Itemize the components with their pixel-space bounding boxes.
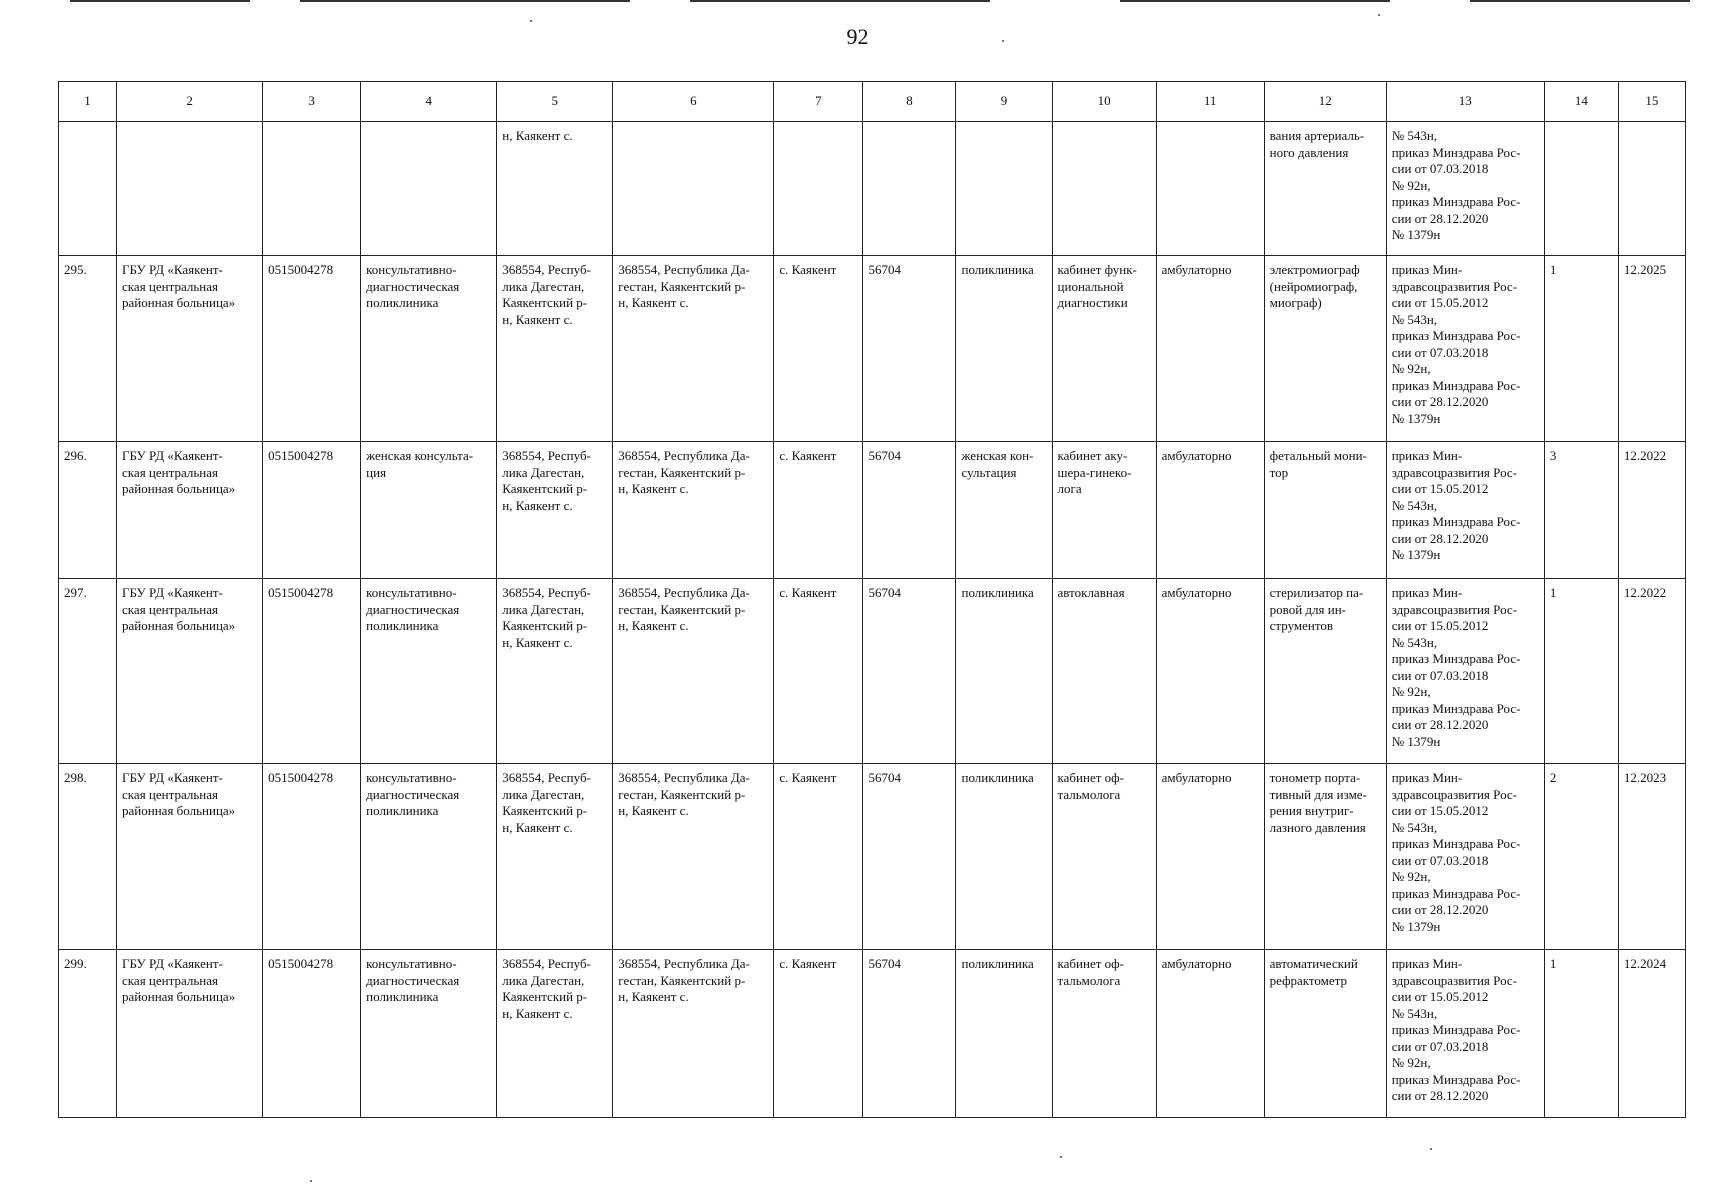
cell-locality: с. Каякент	[774, 442, 863, 579]
cell-subdivision: женская консульта- ция	[361, 442, 497, 579]
page-number: 92	[846, 24, 869, 49]
cell-subdivision: консультативно- диагностическая поликлиника	[361, 764, 497, 950]
scan-speck	[310, 1180, 312, 1182]
column-number-header: 5	[497, 82, 613, 122]
cell-row-number: 295.	[59, 256, 117, 442]
cell-institution-name: ГБУ РД «Каякент- ская центральная районная больница»	[117, 442, 263, 579]
cell-row-number: 299.	[59, 950, 117, 1118]
cell-equipment: автоматический рефрактометр	[1264, 950, 1386, 1118]
cell-empty	[1544, 122, 1618, 256]
cell-department: поликлиника	[956, 950, 1052, 1118]
cell-quantity: 1	[1544, 256, 1618, 442]
cell-room: кабинет оф- тальмолога	[1052, 950, 1156, 1118]
column-number-header: 14	[1544, 82, 1618, 122]
cell-legal-address: 368554, Респуб- лика Дагестан, Каякентский р- н, Каякент с.	[497, 579, 613, 764]
cell-empty	[956, 122, 1052, 256]
cell-empty	[59, 122, 117, 256]
cell-institution-name: ГБУ РД «Каякент- ская центральная районная больница»	[117, 764, 263, 950]
cell-care-form: амбулаторно	[1156, 764, 1264, 950]
scan-edge-line	[1470, 0, 1690, 2]
cell-empty	[1618, 122, 1685, 256]
column-number-header: 2	[117, 82, 263, 122]
cell-locality: с. Каякент	[774, 950, 863, 1118]
cell-row-number: 296.	[59, 442, 117, 579]
cell-regulation: № 543н, приказ Минздрава Рос- сии от 07.03.2018 № 92н, приказ Минздрава Рос- сии от 28.12.2020 № 1379н	[1386, 122, 1544, 256]
cell-room: кабинет функ- циональной диагностики	[1052, 256, 1156, 442]
cell-empty	[1052, 122, 1156, 256]
table-row	[59, 950, 1686, 1118]
cell-department: поликлиника	[956, 764, 1052, 950]
scan-edge-line	[300, 0, 630, 2]
cell-care-form: амбулаторно	[1156, 256, 1264, 442]
cell-empty	[774, 122, 863, 256]
table-row	[59, 442, 1686, 579]
scan-speck	[1378, 14, 1380, 16]
column-number-header: 7	[774, 82, 863, 122]
cell-regulation: приказ Мин- здравсоцразвития Рос- сии от 15.05.2012 № 543н, приказ Минздрава Рос- сии от 07.03.2018 № 92н, приказ Минздрава Рос- сии от 28.12.2020 № 1379н	[1386, 256, 1544, 442]
cell-department: поликлиника	[956, 256, 1052, 442]
cell-care-form: амбулаторно	[1156, 579, 1264, 764]
cell-empty	[1156, 122, 1264, 256]
cell-row-number: 298.	[59, 764, 117, 950]
column-number-header: 13	[1386, 82, 1544, 122]
cell-replacement-date: 12.2022	[1618, 442, 1685, 579]
cell-equipment: вания артериаль- ного давления	[1264, 122, 1386, 256]
cell-institution-name: ГБУ РД «Каякент- ская центральная районная больница»	[117, 950, 263, 1118]
column-number-header: 12	[1264, 82, 1386, 122]
cell-empty	[361, 122, 497, 256]
column-number-header: 3	[263, 82, 361, 122]
cell-room: автоклавная	[1052, 579, 1156, 764]
cell-subdivision: консультативно- диагностическая поликлиника	[361, 579, 497, 764]
cell-locality: с. Каякент	[774, 579, 863, 764]
column-number-header-row	[59, 82, 1686, 122]
cell-regulation: приказ Мин- здравсоцразвития Рос- сии от 15.05.2012 № 543н, приказ Минздрава Рос- сии от 07.03.2018 № 92н, приказ Минздрава Рос- сии от 28.12.2020 № 1379н	[1386, 579, 1544, 764]
cell-equipment: электромиограф (нейромиограф, миограф)	[1264, 256, 1386, 442]
cell-care-form: амбулаторно	[1156, 442, 1264, 579]
scan-edge-line	[70, 0, 250, 2]
cell-replacement-date: 12.2022	[1618, 579, 1685, 764]
cell-legal-address: 368554, Респуб- лика Дагестан, Каякентский р- н, Каякент с.	[497, 950, 613, 1118]
cell-department: женская кон- сультация	[956, 442, 1052, 579]
continuation-row	[59, 122, 1686, 256]
cell-actual-address: 368554, Республика Да- гестан, Каякентский р- н, Каякент с.	[613, 764, 774, 950]
column-number-header: 15	[1618, 82, 1685, 122]
cell-quantity: 1	[1544, 950, 1618, 1118]
cell-legal-address: 368554, Респуб- лика Дагестан, Каякентский р- н, Каякент с.	[497, 442, 613, 579]
cell-legal-address: 368554, Респуб- лика Дагестан, Каякентский р- н, Каякент с.	[497, 764, 613, 950]
cell-actual-address: 368554, Республика Да- гестан, Каякентский р- н, Каякент с.	[613, 950, 774, 1118]
cell-institution-name: ГБУ РД «Каякент- ская центральная районная больница»	[117, 579, 263, 764]
cell-room: кабинет оф- тальмолога	[1052, 764, 1156, 950]
cell-equipment: тонометр порта- тивный для изме- рения внутриг- лазного давления	[1264, 764, 1386, 950]
cell-quantity: 2	[1544, 764, 1618, 950]
cell-subdivision: консультативно- диагностическая поликлиника	[361, 950, 497, 1118]
cell-oktmo-code: 56704	[863, 764, 956, 950]
cell-empty	[613, 122, 774, 256]
cell-empty	[117, 122, 263, 256]
column-number-header: 8	[863, 82, 956, 122]
cell-empty	[263, 122, 361, 256]
cell-equipment: стерилизатор па- ровой для ин- струментов	[1264, 579, 1386, 764]
cell-empty	[863, 122, 956, 256]
cell-quantity: 3	[1544, 442, 1618, 579]
cell-care-form: амбулаторно	[1156, 950, 1264, 1118]
table-row	[59, 764, 1686, 950]
cell-inn: 0515004278	[263, 442, 361, 579]
cell-room: кабинет аку- шера-гинеко- лога	[1052, 442, 1156, 579]
cell-locality: с. Каякент	[774, 764, 863, 950]
cell-inn: 0515004278	[263, 256, 361, 442]
cell-department: поликлиника	[956, 579, 1052, 764]
table-row	[59, 579, 1686, 764]
scan-edge-line	[1120, 0, 1390, 2]
cell-inn: 0515004278	[263, 950, 361, 1118]
cell-replacement-date: 12.2025	[1618, 256, 1685, 442]
cell-inn: 0515004278	[263, 579, 361, 764]
cell-actual-address: 368554, Республика Да- гестан, Каякентский р- н, Каякент с.	[613, 579, 774, 764]
cell-replacement-date: 12.2023	[1618, 764, 1685, 950]
scan-speck	[1060, 1156, 1062, 1158]
equipment-register-table	[58, 81, 1686, 1118]
cell-replacement-date: 12.2024	[1618, 950, 1685, 1118]
cell-legal-address: 368554, Респуб- лика Дагестан, Каякентский р- н, Каякент с.	[497, 256, 613, 442]
cell-oktmo-code: 56704	[863, 256, 956, 442]
scan-speck	[1430, 1148, 1432, 1150]
cell-institution-name: ГБУ РД «Каякент- ская центральная районная больница»	[117, 256, 263, 442]
cell-oktmo-code: 56704	[863, 950, 956, 1118]
cell-row-number: 297.	[59, 579, 117, 764]
scan-speck	[530, 20, 532, 22]
cell-regulation: приказ Мин- здравсоцразвития Рос- сии от 15.05.2012 № 543н, приказ Минздрава Рос- сии от 07.03.2018 № 92н, приказ Минздрава Рос- сии от 28.12.2020	[1386, 950, 1544, 1118]
cell-regulation: приказ Мин- здравсоцразвития Рос- сии от 15.05.2012 № 543н, приказ Минздрава Рос- сии от 07.03.2018 № 92н, приказ Минздрава Рос- сии от 28.12.2020 № 1379н	[1386, 764, 1544, 950]
cell-actual-address: 368554, Республика Да- гестан, Каякентский р- н, Каякент с.	[613, 256, 774, 442]
cell-regulation: приказ Мин- здравсоцразвития Рос- сии от 15.05.2012 № 543н, приказ Минздрава Рос- сии от 28.12.2020 № 1379н	[1386, 442, 1544, 579]
cell-quantity: 1	[1544, 579, 1618, 764]
scan-edge-line	[690, 0, 990, 2]
cell-address: н, Каякент с.	[497, 122, 613, 256]
table-row	[59, 256, 1686, 442]
cell-inn: 0515004278	[263, 764, 361, 950]
column-number-header: 9	[956, 82, 1052, 122]
cell-locality: с. Каякент	[774, 256, 863, 442]
column-number-header: 1	[59, 82, 117, 122]
column-number-header: 11	[1156, 82, 1264, 122]
cell-oktmo-code: 56704	[863, 579, 956, 764]
cell-subdivision: консультативно- диагностическая поликлиника	[361, 256, 497, 442]
column-number-header: 4	[361, 82, 497, 122]
cell-oktmo-code: 56704	[863, 442, 956, 579]
cell-equipment: фетальный мони- тор	[1264, 442, 1386, 579]
cell-actual-address: 368554, Республика Да- гестан, Каякентский р- н, Каякент с.	[613, 442, 774, 579]
column-number-header: 10	[1052, 82, 1156, 122]
column-number-header: 6	[613, 82, 774, 122]
